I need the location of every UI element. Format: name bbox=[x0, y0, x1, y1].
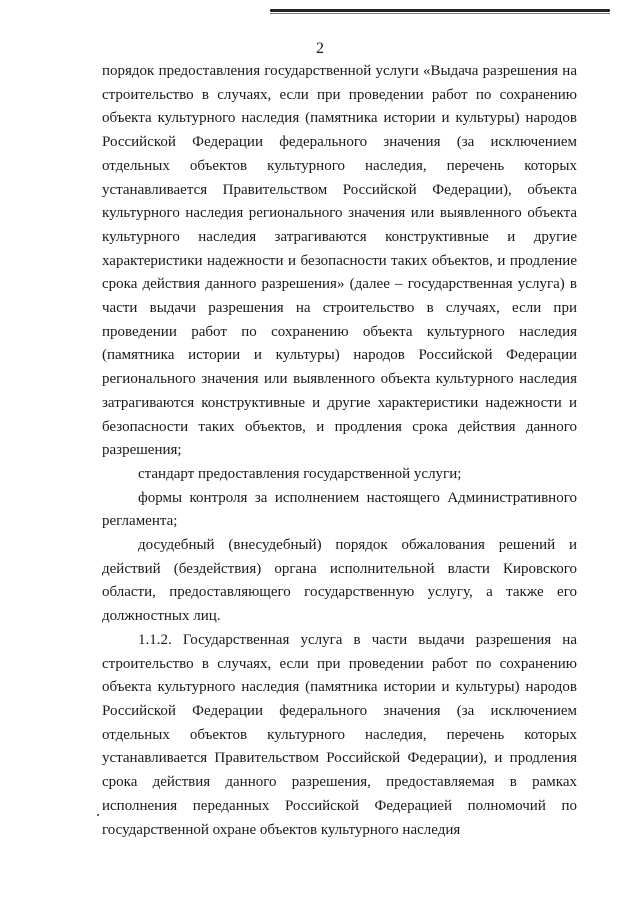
header-rule bbox=[270, 9, 610, 12]
margin-mark bbox=[97, 814, 99, 816]
paragraph-appeal-procedure: досудебный (внесудебный) порядок обжалования решений и действий (бездействия) органа исполнительной власти Кировского области, предоставляющего государственную услугу, а также его должностных лиц. bbox=[102, 537, 577, 625]
header-rule-thin bbox=[270, 13, 610, 14]
paragraph-standard: стандарт предоставления государственной услуги; bbox=[138, 465, 462, 482]
page-number: 2 bbox=[316, 40, 324, 57]
paragraph-continuation: порядок предоставления государственной услуги «Выдача разрешения на строительство в случаях, если при проведении работ по сохранению объекта культурного наследия (памятника истории и культуры) народов Российской Федерации федерального значения (за исключением отдельных объектов культурного наследия, перечень которых устанавливается Правительством Российской Федерации), объекта культурного наследия регионального значения или выявленного объекта культурного наследия затрагиваются конструктивные и другие характеристики надежности и безопасности таких объектов, и продление срока действия данного разрешения» (далее – государственная услуга) в части выдачи разрешения на строительство в случаях, если при проведении работ по сохранению объекта культурного наследия (памятника истории и культуры) народов Российской Федерации регионального значения или выявленного объекта культурного наследия затрагиваются конструктивные и другие характеристики надежности и безопасности таких объектов, и продления срока действия данного разрешения; bbox=[102, 63, 577, 459]
paragraph-1-1-2: 1.1.2. Государственная услуга в части выдачи разрешения на строительство в случаях, если при проведении работ по сохранению объекта культурного наследия (памятника истории и культуры) народов Российской Федерации федерального значения (за исключением отдельных объектов культурного наследия, перечень которых устанавливается Правительством Российской Федерации), и продления срока действия данного разрешения, предоставляемая в рамках исполнения переданных Российской Федерацией полномочий по государственной охране объектов культурного наследия bbox=[102, 631, 577, 838]
paragraph-control-forms: формы контроля за исполнением настоящего Административного регламента; bbox=[102, 489, 577, 530]
body-text bbox=[102, 60, 577, 842]
